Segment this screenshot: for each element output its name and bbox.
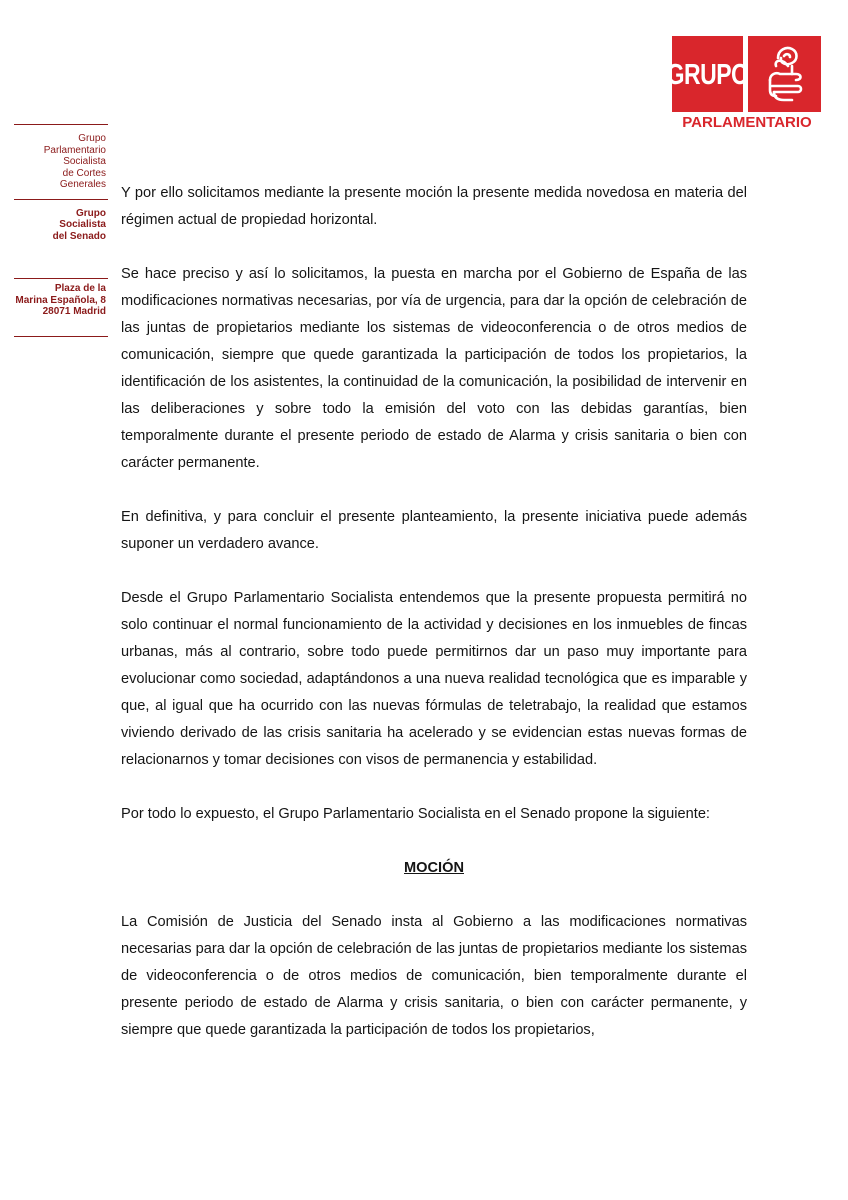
sidebar-line: 28071 Madrid <box>42 306 106 317</box>
sidebar-line: Generales <box>59 179 106 190</box>
sidebar-line: del Senado <box>52 230 106 242</box>
sidebar-line: Grupo <box>76 207 106 219</box>
sidebar-line: Grupo <box>78 133 106 144</box>
sidebar-block-cortes <box>12 125 108 199</box>
sidebar-block-senado <box>12 200 108 251</box>
logo-grupo-block <box>666 36 749 112</box>
sidebar-line: de Cortes <box>62 167 106 179</box>
sidebar-line: Marina Española, 8 <box>15 294 106 306</box>
sidebar-line: Socialista <box>63 156 106 167</box>
paragraph: La Comisión de Justicia del Senado insta al Gobierno a las modificaciones normativas necesarias para dar la opción de celebración de las juntas de propietarios mediante los sistemas de videoconferencia o de otros medios de comunicación, bien temporalmente durante el presente periodo de estado de Alarma y crisis sanitaria, o bien con carácter permanente, y siempre que quede garantizada la participación de todos los propietarios, <box>121 914 747 1038</box>
document-body <box>121 180 747 1071</box>
party-logo <box>666 36 822 132</box>
paragraph: Y por ello solicitamos mediante la presente moción la presente medida novedosa en materia del régimen actual de propiedad horizontal. <box>121 185 747 228</box>
sidebar-address <box>12 124 108 337</box>
logo-parlamentario-text: PARLAMENTARIO <box>682 114 812 131</box>
logo-grupo-text: GRUPO <box>666 57 749 90</box>
sidebar-line: Plaza de la <box>54 283 106 294</box>
paragraph: Desde el Grupo Parlamentario Socialista entendemos que la presente propuesta permitirá no solo continuar el normal funcionamiento de la actividad y decisiones en los inmuebles de fincas urbanas, más al contrario, sobre todo puede permitirnos dar un paso muy importante para evolucionar como sociedad, adaptándonos a una nueva realidad tecnológica que es imparable y que, al igual que ha ocurrido con las nuevas fórmulas de teletrabajo, la realidad que estamos viviendo derivado de las crisis sanitaria ha acelerado y se evidencian estas nuevas formas de relacionarnos y tomar decisiones con visos de permanencia y estabilidad. <box>121 590 747 768</box>
sidebar-block-address <box>12 279 108 322</box>
sidebar-line: Socialista <box>59 219 106 230</box>
fist-rose-icon <box>748 36 821 112</box>
sidebar-divider <box>14 336 108 337</box>
motion-heading: MOCIÓN <box>404 860 464 876</box>
paragraph: Se hace preciso y así lo solicitamos, la puesta en marcha por el Gobierno de España de las modificaciones normativas necesarias, por vía de urgencia, para dar la opción de celebración de las juntas de propietarios mediante los sistemas de videoconferencia o de otros medios de comunicación, siempre que quede garantizada la participación de todos los propietarios, la identificación de los asistentes, la continuidad de la comunicación, la posibilidad de intervenir en las deliberaciones y sobre todo la emisión del voto con las debidas garantías, bien temporalmente durante el presente periodo de estado de Alarma y crisis sanitaria o bien con carácter permanente. <box>121 266 747 471</box>
paragraph: Por todo lo expuesto, el Grupo Parlamentario Socialista en el Senado propone la siguiente: <box>121 806 710 822</box>
paragraph: En definitiva, y para concluir el presente planteamiento, la presente iniciativa puede además suponer un verdadero avance. <box>121 509 747 552</box>
sidebar-line: Parlamentario <box>43 144 106 156</box>
